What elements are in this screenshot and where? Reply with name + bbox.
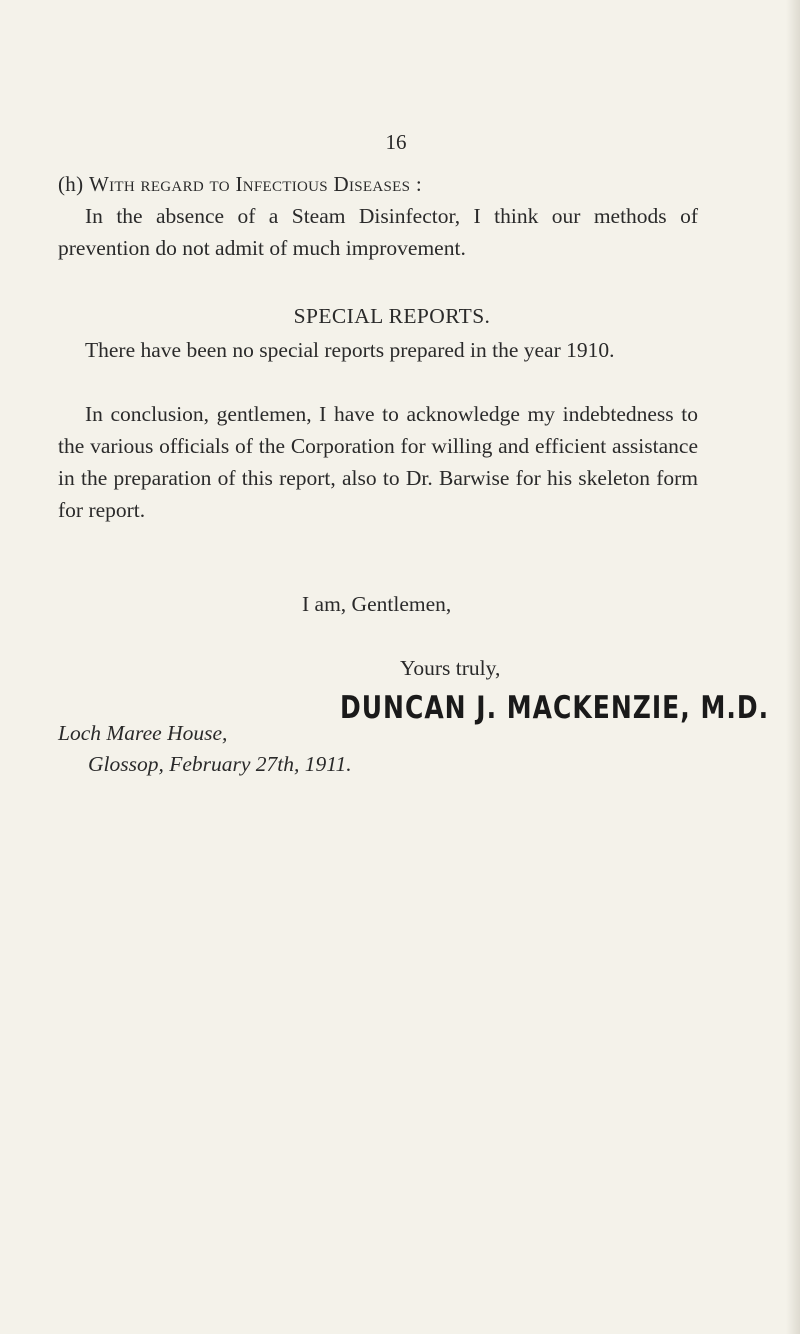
address-line-1: Loch Maree House,: [58, 721, 228, 745]
paragraph-conclusion: In conclusion, gentlemen, I have to acknowledge my indebtedness to the various officials of the Corporation for willing and efficient assistance in the preparation of this report, also to Dr. Barwise for his skeleton form for report.: [58, 402, 698, 522]
address-line-2: Glossop, February 27th, 1911.: [88, 752, 352, 776]
page-edge-shadow: [786, 0, 800, 1334]
section-title-rest: regard to: [140, 172, 230, 196]
yours-truly: Yours truly,: [400, 656, 501, 680]
section-heading-infectious-diseases: [58, 168, 698, 200]
paragraph-disinfection: In the absence of a Steam Disinfector, I think our methods of prevention do not admit of much improvement.: [58, 204, 698, 260]
page-number: 16: [385, 130, 407, 154]
section-title-infectious: Infectious: [235, 172, 328, 196]
section-marker: (h): [58, 172, 84, 196]
special-reports-heading: SPECIAL REPORTS.: [293, 304, 491, 328]
signature: DUNCAN J. MACKENZIE, M.D.: [340, 689, 770, 726]
closing-salutation: I am, Gentlemen,: [302, 592, 452, 616]
paragraph-special-reports: There have been no special reports prepared in the year 1910.: [85, 338, 615, 362]
section-title-lead: With: [88, 172, 135, 196]
section-title-diseases: Diseases :: [333, 172, 422, 196]
